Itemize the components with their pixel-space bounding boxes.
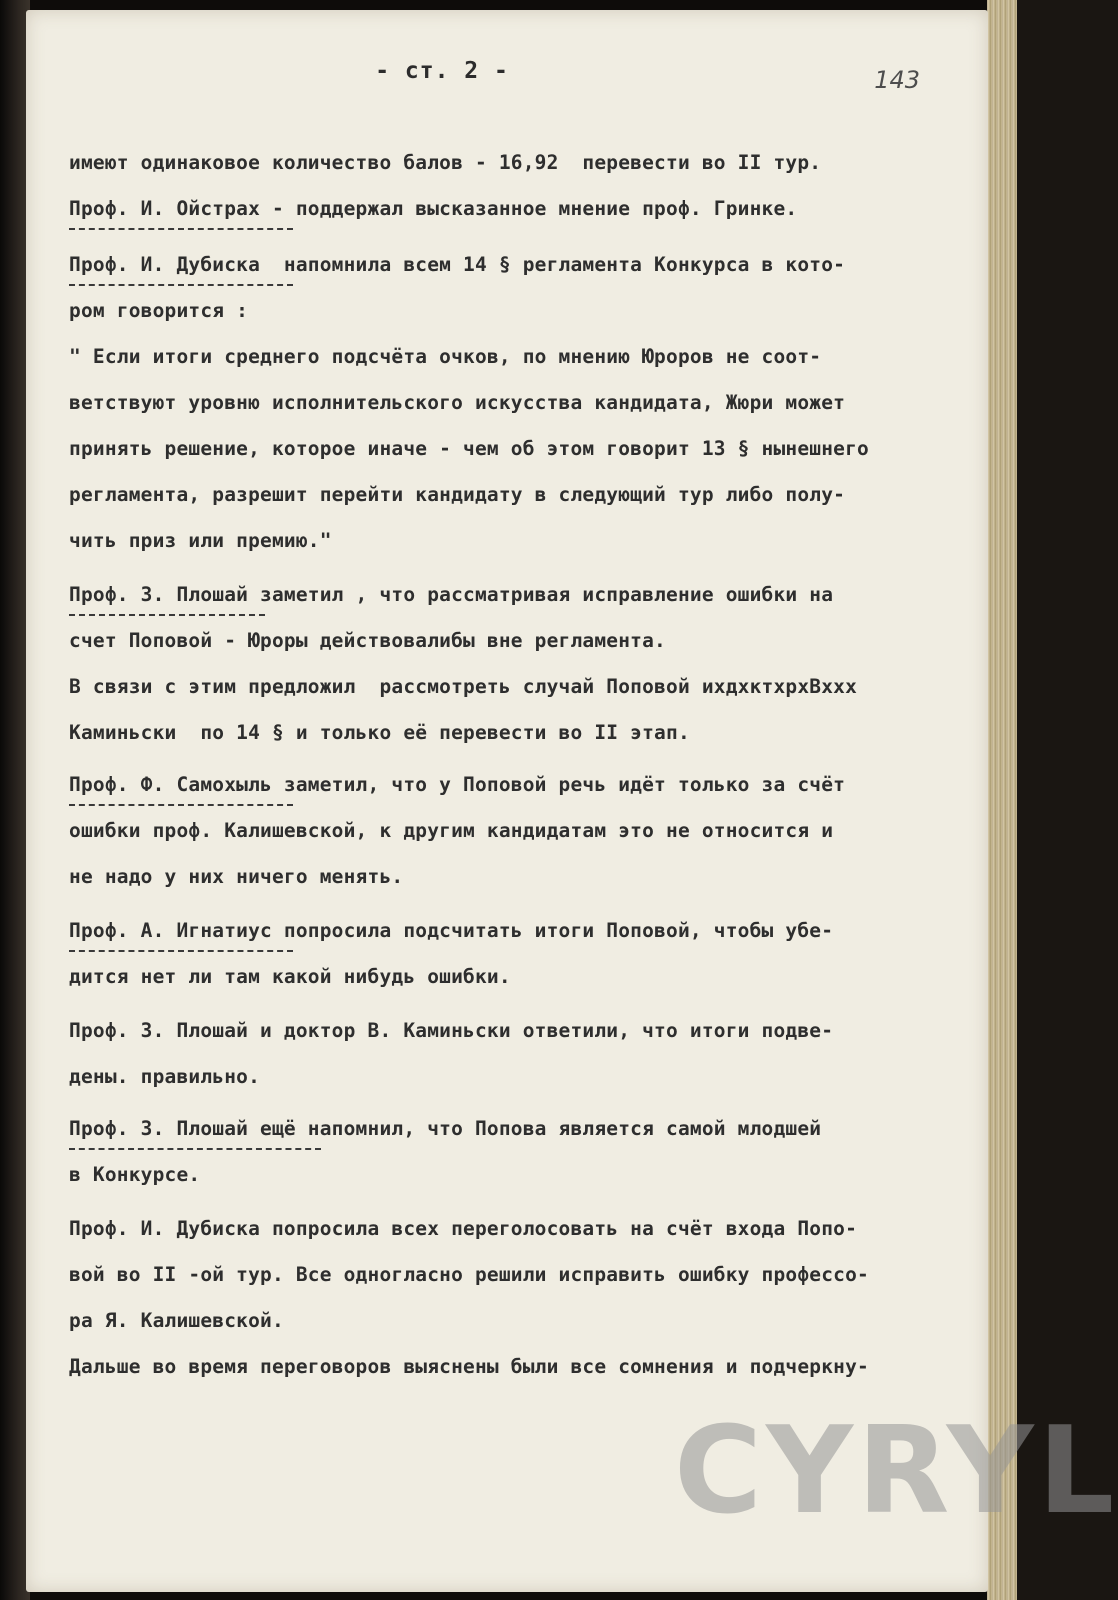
text-line-23: Проф. И. Дубиска попросила всех переголосовать на счёт входа Попо-	[69, 1217, 858, 1240]
folio-number: 143	[874, 66, 920, 94]
text-line-9: чить приз или премию."	[69, 529, 332, 552]
speaker-underline	[69, 804, 293, 806]
text-line-22: в Конкурсе.	[69, 1163, 201, 1186]
page-header: - ст. 2 -	[375, 58, 509, 84]
text-line-16: не надо у них ничего менять.	[69, 865, 404, 888]
text-line-19: Проф. З. Плошай и доктор В. Каминьски ответили, что итоги подве-	[69, 1019, 834, 1042]
text-line-2: Проф. И. Ойстрах - поддержал высказанное мнение проф. Гринке.	[69, 197, 798, 220]
speaker-underline	[69, 284, 293, 286]
text-line-11: счет Поповой - Юроры действовалибы вне регламента.	[69, 629, 666, 652]
text-line-1: имеют одинаковое количество балов - 16,92 перевести во II тур.	[69, 151, 822, 174]
text-line-25: ра Я. Калишевской.	[69, 1309, 284, 1332]
text-line-18: дится нет ли там какой нибудь ошибки.	[69, 965, 511, 988]
text-line-24: вой во II -ой тур. Все одногласно решили исправить ошибку профессо-	[69, 1263, 869, 1286]
document-page	[26, 10, 1118, 1592]
text-line-12: В связи с этим предложил рассмотреть случай Поповой ихдхктхрхВххх	[69, 675, 858, 698]
text-line-10: Проф. З. Плошай заметил , что рассматривая исправление ошибки на	[69, 583, 834, 606]
watermark-logo: CYRYL	[674, 1402, 1118, 1541]
text-line-17: Проф. А. Игнатиус попросила подсчитать итоги Поповой, чтобы убе-	[69, 919, 834, 942]
text-line-13: Каминьски по 14 § и только её перевести во II этап.	[69, 721, 690, 744]
text-line-14: Проф. Ф. Самохыль заметил, что у Поповой речь идёт только за счёт	[69, 773, 846, 796]
text-line-20: дены. правильно.	[69, 1065, 261, 1088]
speaker-underline	[69, 228, 293, 230]
text-line-3: Проф. И. Дубиска напомнила всем 14 § регламента Конкурса в кото-	[69, 253, 846, 276]
text-line-7: принять решение, которое иначе - чем об этом говорит 13 § нынешнего	[69, 437, 869, 460]
text-line-6: ветствуют уровню исполнительского искусства кандидата, Жюри может	[69, 391, 846, 414]
stacked-page-edges	[987, 0, 1017, 1600]
text-line-5: " Если итоги среднего подсчёта очков, по мнению Юроров не соот-	[69, 345, 822, 368]
text-line-8: регламента, разрешит перейти кандидату в следующий тур либо полу-	[69, 483, 846, 506]
text-line-26: Дальше во время переговоров выяснены были все сомнения и подчеркну-	[69, 1355, 869, 1378]
speaker-underline	[69, 950, 293, 952]
speaker-underline	[69, 614, 265, 616]
speaker-underline	[69, 1148, 321, 1150]
text-line-15: ошибки проф. Калишевской, к другим кандидатам это не относится и	[69, 819, 834, 842]
text-line-21: Проф. З. Плошай ещё напомнил, что Попова является самой млодшей	[69, 1117, 822, 1140]
text-line-4: ром говорится :	[69, 299, 249, 322]
